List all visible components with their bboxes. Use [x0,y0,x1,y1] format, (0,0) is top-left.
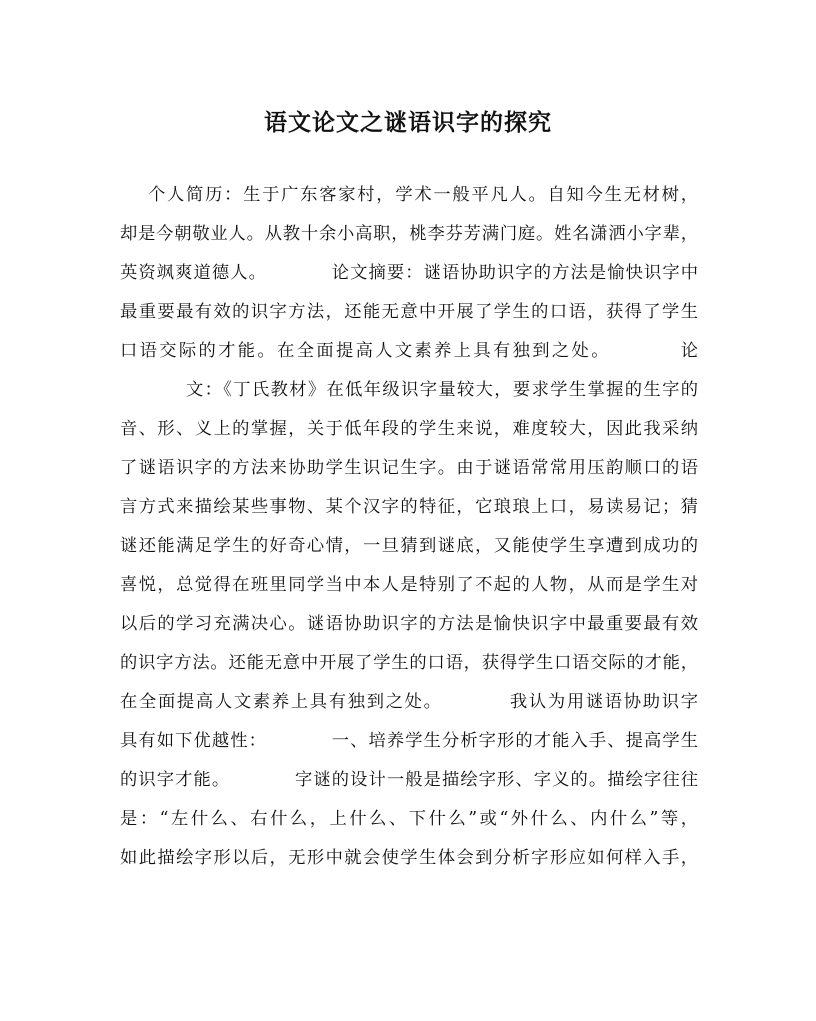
text-line: 喜悦，总觉得在班里同学当中本人是特别了不起的人物，从而是学生对 [120,575,698,595]
text-line: 却是今朝敬业人。从教十余小高职，桃李芬芳满门庭。姓名潇洒小字辈， [120,224,698,244]
text-line: 文：《丁氏教材》在低年级识字量较大，要求学生掌握的生字的 [186,380,698,400]
text-line: 个人简历：生于广东客家村，学术一般平凡人。自知今生无材树， [148,185,698,205]
text-line: 了谜语识字的方法来协助学生识记生字。由于谜语常常用压韵顺口的语 [120,458,698,478]
text-line: 的识字方法。还能无意中开展了学生的口语，获得学生口语交际的才能， [120,653,698,673]
text-line: 如此描绘字形以后，无形中就会使学生体会到分析字形应如何样入手， [120,848,698,868]
text-line: 口语交际的才能。在全面提高人文素养上具有独到之处。 论 [120,341,698,361]
text-line: 英资飒爽道德人。 论文摘要：谜语协助识字的方法是愉快识字中 [120,263,698,283]
document-body [120,176,698,878]
text-line: 谜还能满足学生的好奇心情，一旦猜到谜底，又能使学生享遭到成功的 [120,536,698,556]
text-line: 以后的学习充满决心。谜语协助识字的方法是愉快识字中最重要最有效 [120,614,698,634]
text-line: 的识字才能。 字谜的设计一般是描绘字形、字义的。描绘字往往 [120,770,698,790]
text-line: 音、形、义上的掌握，关于低年段的学生来说，难度较大，因此我采纳 [120,419,698,439]
text-line: 言方式来描绘某些事物、某个汉字的特征，它琅琅上口，易读易记；猜 [120,497,698,517]
text-line: 在全面提高人文素养上具有独到之处。 我认为用谜语协助识字 [120,692,698,712]
text-line: 最重要最有效的识字方法，还能无意中开展了学生的口语，获得了学生 [120,302,698,322]
document-title: 语文论文之谜语识字的探究 [264,109,552,136]
text-line: 是：“左什么、右什么，上什么、下什么”或“外什么、内什么”等， [120,809,698,829]
text-line: 具有如下优越性： 一、培养学生分析字形的才能入手、提高学生 [120,731,698,751]
